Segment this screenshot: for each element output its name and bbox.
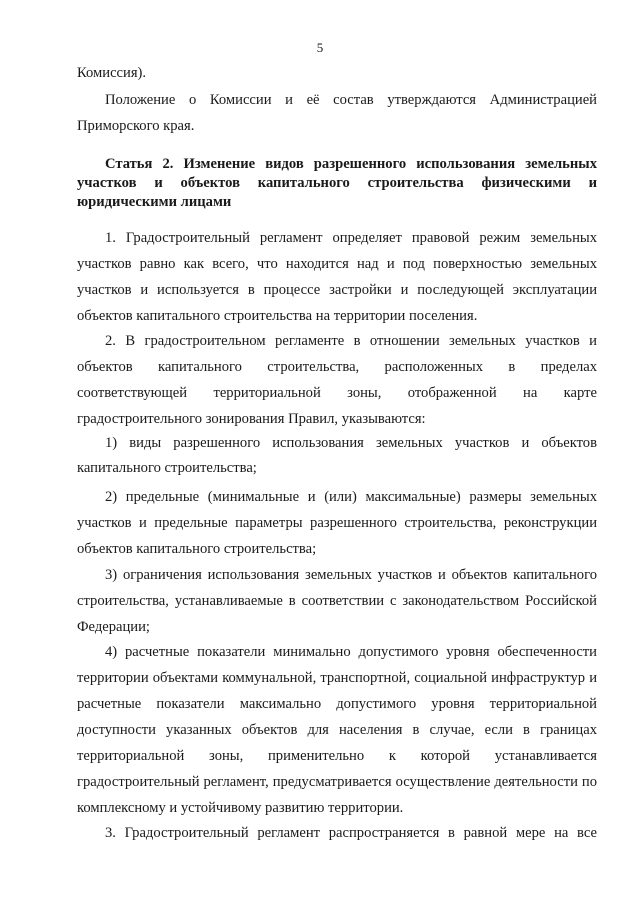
subitem-3-text: 3) ограничения использования земельных участков и объектов капитального строительства, устанавливаемые в соответствии с законодательством Российской Федерации; [77, 567, 597, 635]
paragraph-2 [77, 328, 597, 432]
intro-cont-text: Комиссия). [77, 65, 147, 81]
paragraph-2-text: 2. В градостроительном регламенте в отношении земельных участков и объектов капитального строительства, расположенных в пределах соответствующей территориальной зоны, отображенной на карте градостроительного зонирования Правил, указываются: [77, 333, 597, 427]
intro-paragraph [77, 87, 597, 139]
subitem-4-text: 4) расчетные показатели минимально допустимого уровня обеспеченности территории объектами коммунальной, транспортной, социальной инфраструктур и расчетные показатели максимально допустимого уровня территориальной доступности указанных объектов для населения в случае, если в границах территориальной зоны, применительно к которой устанавливается градостроительный регламент, предусматривается осуществление деятельности по комплексному и устойчивому развитию территории. [77, 644, 597, 816]
paragraph-1-text: 1. Градостроительный регламент определяет правовой режим земельных участков равно как всего, что находится над и под поверхностью земельных участков и используется в процессе застройки и последующей эксплуатации объектов капитального строительства на территории поселения. [77, 230, 597, 324]
subitem-1 [77, 431, 597, 481]
subitem-3 [77, 562, 597, 640]
subitem-2-text: 2) предельные (минимальные и (или) максимальные) размеры земельных участков и предельные параметры разрешенного строительства, реконструкции объектов капитального строительства; [77, 489, 597, 557]
commission-paragraph: Положение о Комиссии и её состав утверждаются Администрацией Приморского края. [77, 92, 597, 134]
subitem-1-text: 1) виды разрешенного использования земельных участков и объектов капитального строительства; [77, 435, 597, 477]
paragraph-1 [77, 225, 597, 329]
article-heading [77, 155, 597, 212]
article-2-title: Статья 2. Изменение видов разрешенного использования земельных участков и объектов капитального строительства физическими и юридическими лицами [77, 156, 597, 210]
page-number: 5 [316, 40, 324, 55]
paragraph-3 [77, 820, 597, 846]
subitem-2 [77, 484, 597, 562]
paragraph-3-text: 3. Градостроительный регламент распространяется в равной мере на все [105, 825, 597, 841]
intro-continuation [77, 60, 597, 86]
subitem-4 [77, 639, 597, 821]
